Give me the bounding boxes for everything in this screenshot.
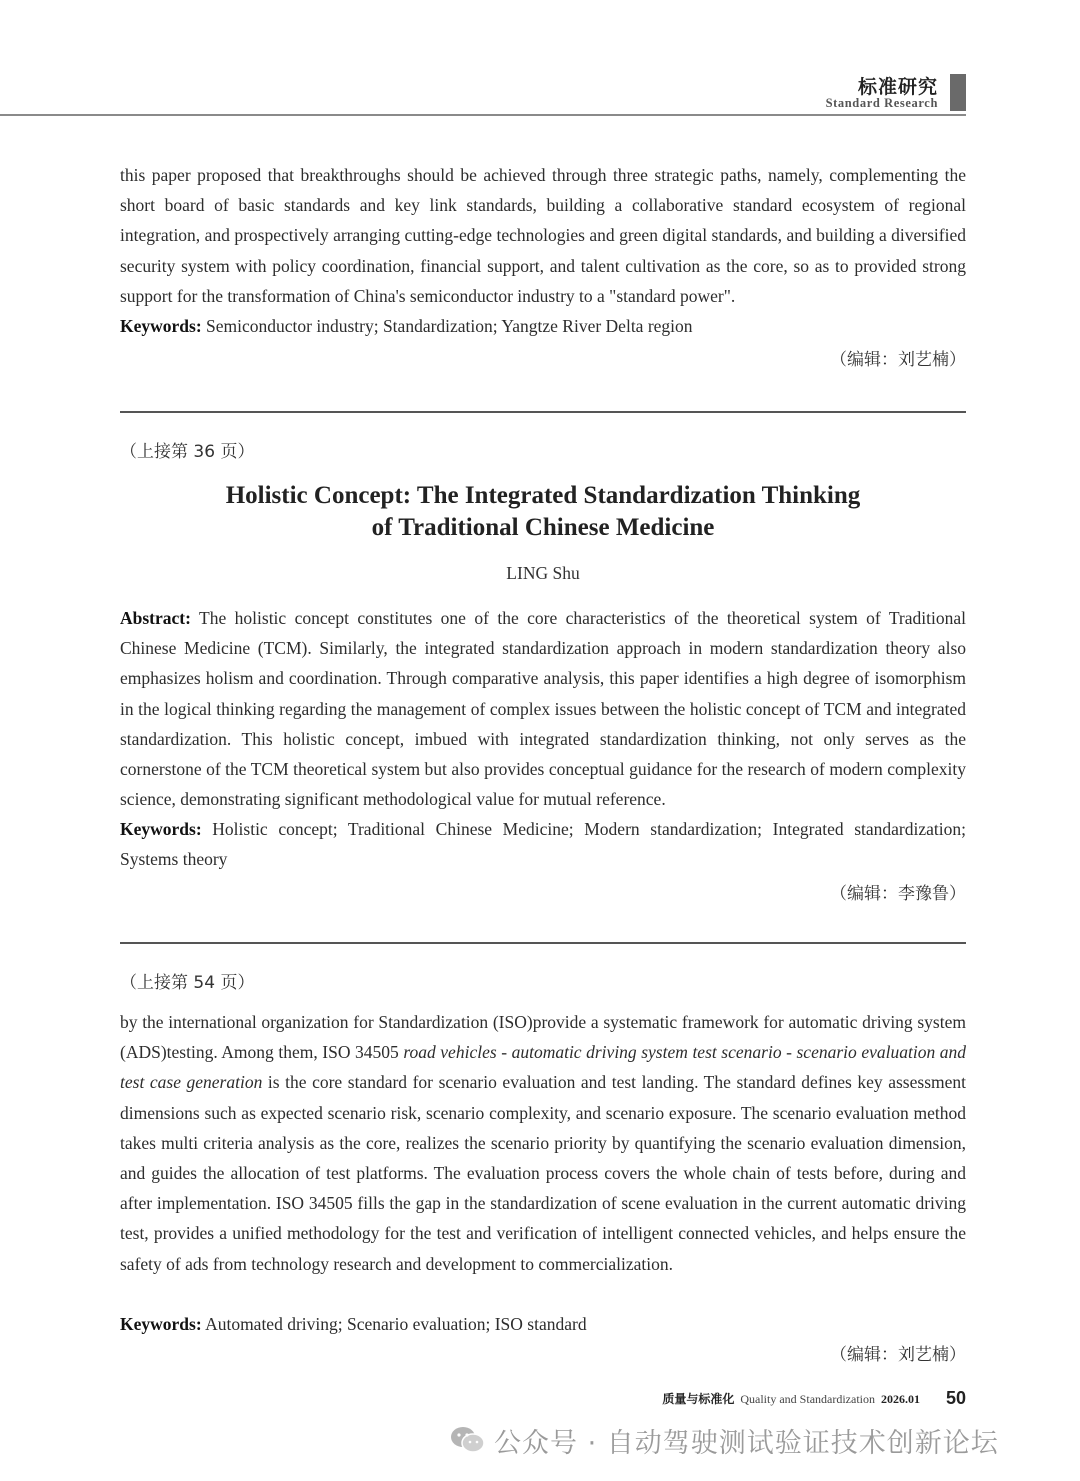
watermark [450, 1420, 999, 1460]
standard-title-italic: road vehicles - automatic driving system test scenario - scenario evaluation and test case generation [120, 1042, 966, 1093]
keywords-label: Keywords: [120, 1314, 202, 1334]
article-title-line2: of Traditional Chinese Medicine [371, 514, 715, 541]
issue-number: 2026.01 [881, 1392, 920, 1406]
section-divider [120, 411, 966, 413]
abstract-text: The holistic concept constitutes one of the core characteristics of the theoretical system of Traditional Chinese Medicine (TCM). Similarly, the integrated standardization approach in modern standardization theory also emphasizes holism and coordination. Through comparative analysis, this paper identifies a high degree of isomorphism in the logical thinking regarding the management of complex issues between the holistic concept of TCM and integrated standardization. This holistic concept, imbued with integrated standardization thinking, not only serves as the cornerstone of the TCM theoretical system but also provides conceptual guidance for the research of modern complexity science, demonstrating significant methodological value for mutual reference. [120, 608, 966, 810]
block1-keywords [120, 311, 966, 341]
header-divider [0, 114, 966, 116]
section-divider [120, 942, 966, 944]
block2-continued-note: （上接第 36 页） [120, 442, 255, 462]
wechat-icon [450, 1425, 486, 1455]
article-title [120, 480, 966, 544]
journal-name-cn: 质量与标准化 [662, 1392, 735, 1406]
journal-name-en: Quality and Standardization [740, 1392, 875, 1406]
block2-keywords [120, 814, 966, 874]
block1-editor: （编辑：刘艺楠） [830, 350, 966, 370]
block3-text-b: is the core standard for scenario evaluation and test landing. The standard defines key assessment dimensions such as expected scenario risk, scenario complexity, and scenario exposure. The scenario evaluation method takes multi criteria analysis as the core, realizes the scenario priority by quantifying the scenario evaluation dimension, and guides the allocation of test platforms. The evaluation process covers the whole chain of tests before, during and after implementation. ISO 34505 fills the gap in the standardization of scene evaluation in the current automatic driving test, provides a unified methodology for the test and verification of intelligent connected vehicles, and helps ensure the safety of ads from technology research and development to commercialization. [120, 1072, 966, 1274]
block2-abstract [120, 603, 966, 814]
block3-text-a: by the international organization for Standardization (ISO)provide a systematic framework for automatic driving system (ADS)testing. Among them, ISO 34505 [120, 1012, 966, 1063]
page-header [0, 0, 1080, 116]
abstract-label: Abstract: [120, 608, 191, 628]
block3-continued-note: （上接第 54 页） [120, 973, 255, 993]
page-number: 50 [945, 1388, 966, 1408]
article-title-line1: Holistic Concept: The Integrated Standardization Thinking [225, 482, 861, 509]
section-title-en: Standard Research [825, 96, 938, 110]
keywords-label: Keywords: [120, 819, 202, 839]
block3-keywords [120, 1309, 966, 1339]
header-accent-bar [950, 74, 966, 111]
block3-body [120, 1007, 966, 1279]
block3-editor: （编辑：刘艺楠） [830, 1345, 966, 1365]
keywords-text: Automated driving; Scenario evaluation; ISO standard [201, 1314, 587, 1334]
page-footer [662, 1390, 920, 1407]
keywords-text: Holistic concept; Traditional Chinese Medicine; Modern standardization; Integrated standardization; Systems theory [120, 819, 966, 870]
keywords-text: Semiconductor industry; Standardization; Yangtze River Delta region [201, 316, 693, 336]
block1-body: this paper proposed that breakthroughs should be achieved through three strategic paths, namely, complementing the short board of basic standards and key link standards, building a collaborative standard ecosystem of regional integration, and prospectively arranging cutting-edge technologies and green digital standards, and building a diversified security system with policy coordination, financial support, and talent cultivation as the core, so as to provided strong support for the transformation of China's semiconductor industry to a "standard power". [120, 165, 966, 306]
keywords-label: Keywords: [120, 316, 202, 336]
block2-editor: （编辑：李豫鲁） [830, 884, 966, 904]
watermark-text: 公众号 · 自动驾驶测试验证技术创新论坛 [494, 1427, 999, 1459]
article-author: LING Shu [506, 563, 580, 583]
section-title-cn: 标准研究 [857, 76, 938, 98]
